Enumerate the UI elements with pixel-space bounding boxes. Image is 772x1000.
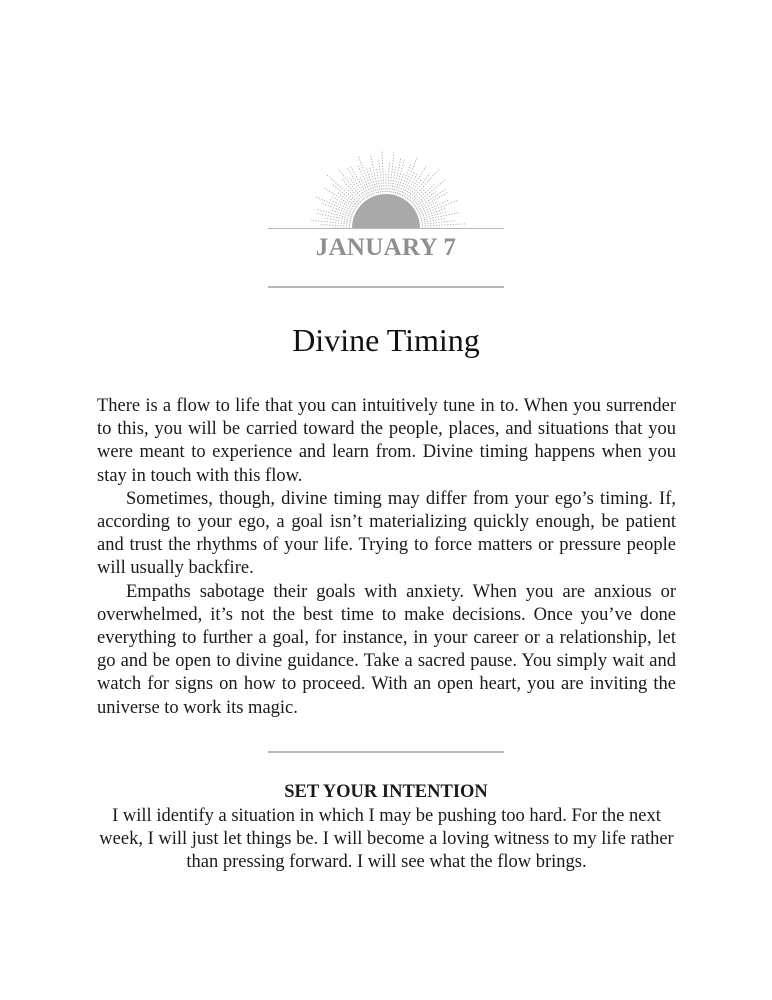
sun-ray [415, 192, 436, 207]
sun-ray [388, 162, 390, 192]
sun-ray [358, 166, 371, 195]
body-paragraph: There is a flow to life that you can intuitively tune in to. When you surrender to this, you will be carried toward the people, places, and situations that you were meant to experience and learn from. Divine timing happens when you stay in touch with this flow. [97, 396, 676, 486]
sun-ray [404, 173, 418, 197]
sun-ray [390, 152, 394, 192]
sun-ray [320, 225, 350, 227]
sun-ray [422, 221, 456, 225]
sun-ray [411, 188, 425, 202]
sun-ray [347, 168, 367, 198]
sun-ray [329, 199, 354, 212]
sun-ray [331, 196, 355, 210]
sun-ray [346, 188, 360, 202]
body-paragraph: Empaths sabotage their goals with anxiety. When you are anxious or overwhelmed, it’s not the best time to make decisions. Once you’ve done everything to further a goal, for instance, in your career or a relationship, let go and be open to divine guidance. Take a sacred pause. You simply wait and watch for signs on how to proceed. With an open heart, you are inviting the universe to work its magic. [97, 581, 676, 718]
sun-ray [416, 189, 446, 209]
sun-ray [419, 200, 448, 213]
rising-sun-icon [306, 150, 466, 230]
sun-ray [350, 178, 365, 199]
sun-ray [392, 167, 396, 193]
top-divider [268, 228, 504, 229]
sun-ray [337, 193, 356, 207]
sun-ray [310, 220, 350, 224]
sun-ray [379, 158, 383, 192]
entry-date: JANUARY 7 [315, 234, 457, 261]
entry-body [97, 395, 676, 720]
sun-ray [402, 171, 415, 196]
sun-ray [407, 179, 421, 198]
entry-title: Divine Timing [292, 322, 480, 358]
intention-divider [268, 751, 504, 753]
body-paragraph: Sometimes, though, divine timing may differ from your ego’s timing. If, according to your ego, a goal isn’t materializing quickly enough, be patient and trust the rhythms of your life. Trying to force matters or pressure people will usually backfire. [97, 488, 676, 579]
intention-text: I will identify a situation in which I may be pushing too hard. For the next week, I will just let things be. I will become a loving witness to my life rather than pressing forward. I will see what the flow brings. [99, 806, 674, 873]
sun-ray [323, 204, 353, 215]
sun-ray [382, 150, 384, 192]
sun-ray [422, 224, 466, 226]
sun-ray [399, 165, 410, 195]
date-divider [268, 286, 504, 288]
sun-ray [325, 218, 351, 222]
intention-heading: SET YOUR INTENTION [284, 782, 488, 802]
